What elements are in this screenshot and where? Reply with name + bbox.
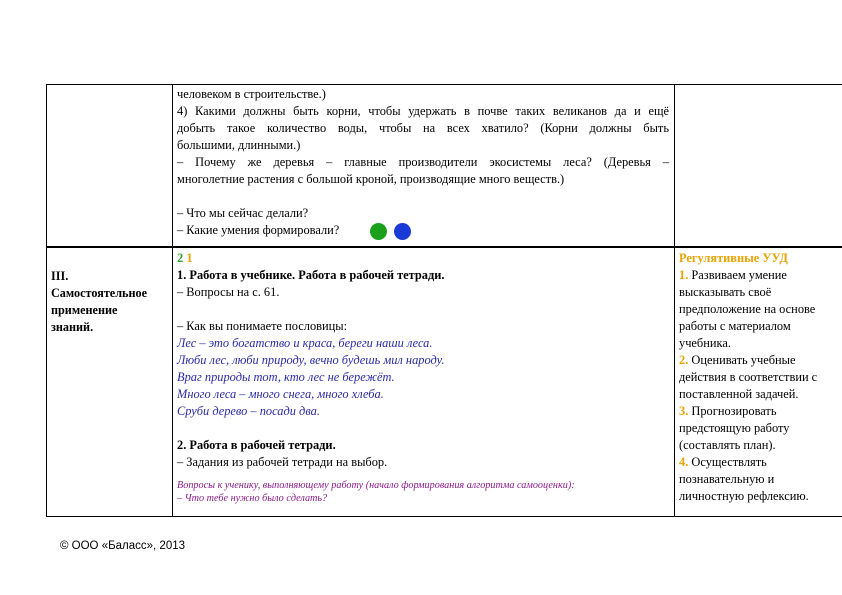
proverbs-intro: – Как вы понимаете пословицы: <box>177 319 348 333</box>
uud-item <box>679 454 839 471</box>
text-line: – Почему же деревья – главные производители экосистемы леса? (Деревья – <box>177 155 669 169</box>
uud-item-line: предстоящую работу <box>679 421 790 435</box>
proverb: Много леса – много снега, много хлеба. <box>177 387 384 401</box>
proverb: Сруби дерево – посади два. <box>177 404 320 418</box>
stage-title: Самостоятельное <box>51 286 148 300</box>
question-line <box>177 222 669 240</box>
uud-item-text: Прогнозировать <box>691 404 777 418</box>
question-text: – Какие умения формировали? <box>177 223 340 237</box>
uud-title: Регулятивные УУД <box>679 251 788 265</box>
table-bottom-border <box>46 516 842 517</box>
blue-circle-icon <box>394 223 411 240</box>
table-top-border <box>46 84 842 85</box>
spacer-line <box>177 420 669 437</box>
copyright-footer: © ООО «Баласс», 2013 <box>60 540 186 552</box>
uud-item-line: поставленной задачей. <box>679 387 799 401</box>
table-col-divider-2 <box>674 84 675 517</box>
text-line: человеком в строительстве.) <box>177 87 326 101</box>
spacer-line <box>177 188 669 205</box>
uud-item <box>679 403 839 420</box>
text-line: многолетние растения с большой кроной, производящие много веществ.) <box>177 172 565 186</box>
table-left-border <box>46 84 47 517</box>
table-col-divider-1 <box>172 84 173 517</box>
spacer-line <box>177 301 669 318</box>
uud-item-text: Оценивать учебные <box>691 353 796 367</box>
self-eval-question: – Что тебе нужно было сделать? <box>177 493 328 504</box>
stage-cell <box>51 268 169 336</box>
stage-number: III. <box>51 269 69 283</box>
uud-item-line: личностную рефлексию. <box>679 489 809 503</box>
text-line: добыть такое количество воды, чтобы на всех хватило? (Корни должны быть <box>177 121 669 135</box>
uud-item-line: высказывать своё <box>679 285 772 299</box>
stage-title: знаний. <box>51 320 94 334</box>
uud-item-line: предположение на основе <box>679 302 816 316</box>
proverb: Люби лес, люби природу, вечно будешь мил народу. <box>177 353 445 367</box>
uud-item-number: 3. <box>679 404 689 418</box>
proverb: Лес – это богатство и краса, береги наши леса. <box>177 336 433 350</box>
spacer-line <box>177 471 669 479</box>
text-line: большими, длинными.) <box>177 138 301 152</box>
task2-title: 2. Работа в рабочей тетради. <box>177 438 336 452</box>
uud-item-number: 4. <box>679 455 689 469</box>
markers <box>177 250 669 267</box>
self-eval-intro: Вопросы к ученику, выполняющему работу (начало формирования алгоритма самооценки): <box>177 480 575 491</box>
marker-green: 2 <box>177 251 184 265</box>
task2-question: – Задания из рабочей тетради на выбор. <box>177 455 388 469</box>
stage-title: применение <box>51 303 118 317</box>
uud-cell <box>679 250 839 505</box>
uud-item-line: работы с материалом <box>679 319 791 333</box>
row1-content-cell <box>177 86 669 240</box>
question-line: – Что мы сейчас делали? <box>177 206 309 220</box>
uud-item-line: учебника. <box>679 336 731 350</box>
uud-item-text: Осуществлять <box>691 455 767 469</box>
uud-item-line: (составлять план). <box>679 438 776 452</box>
proverb: Враг природы тот, кто лес не бережёт. <box>177 370 395 384</box>
text-line: 4) Какими должны быть корни, чтобы удержать в почве таких великанов да и ещё <box>177 104 669 118</box>
uud-item-text: Развиваем умение <box>691 268 787 282</box>
marker-orange: 1 <box>186 251 193 265</box>
uud-item <box>679 352 839 369</box>
green-circle-icon <box>370 223 387 240</box>
uud-item-line: познавательную и <box>679 472 775 486</box>
table-row-divider <box>46 246 842 248</box>
uud-item-number: 2. <box>679 353 689 367</box>
uud-item-number: 1. <box>679 268 689 282</box>
task1-question: – Вопросы на с. 61. <box>177 285 280 299</box>
uud-item <box>679 267 839 284</box>
uud-item-line: действия в соответствии с <box>679 370 818 384</box>
row2-content-cell <box>177 250 669 505</box>
task1-title: 1. Работа в учебнике. Работа в рабочей тетради. <box>177 268 445 282</box>
